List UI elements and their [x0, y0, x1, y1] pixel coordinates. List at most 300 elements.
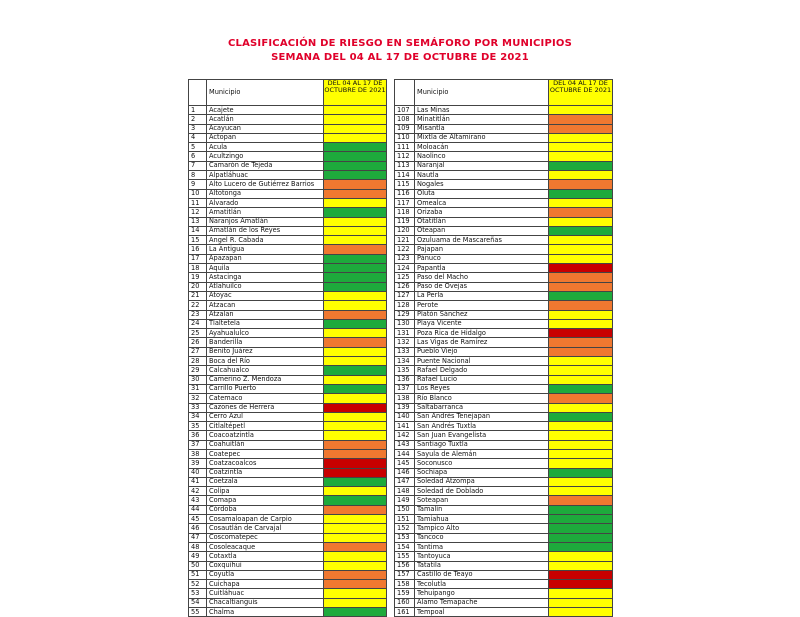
table-row	[189, 580, 387, 589]
semaforo-cell-amarillo	[324, 412, 387, 421]
table-row	[189, 310, 387, 319]
municipio-name: San Andrés Tuxtla	[415, 422, 549, 431]
semaforo-cell-naranja	[324, 449, 387, 458]
semaforo-cell-amarillo	[549, 310, 613, 319]
row-number: 123	[395, 254, 415, 263]
table-row	[189, 403, 387, 412]
municipio-name: Soledad de Doblado	[415, 487, 549, 496]
municipio-name: Pajapan	[415, 245, 549, 254]
semaforo-cell-verde	[549, 161, 613, 170]
municipio-name: Soledad Atzompa	[415, 477, 549, 486]
row-number: 49	[189, 552, 207, 561]
row-number: 10	[189, 189, 207, 198]
municipio-name: Soconusco	[415, 459, 549, 468]
table-row	[395, 533, 613, 542]
municipio-name: Las Minas	[415, 106, 549, 115]
row-number: 140	[395, 412, 415, 421]
header-municipio: Municipio	[415, 80, 549, 106]
municipio-name: Calcahualco	[207, 366, 324, 375]
row-number: 9	[189, 180, 207, 189]
table-row	[395, 449, 613, 458]
table-row	[395, 236, 613, 245]
semaforo-cell-verde	[324, 366, 387, 375]
table-row	[189, 180, 387, 189]
semaforo-cell-amarillo	[549, 236, 613, 245]
table-row	[395, 570, 613, 579]
row-number: 2	[189, 115, 207, 124]
table-row	[189, 608, 387, 617]
row-number: 26	[189, 338, 207, 347]
table-row	[395, 143, 613, 152]
row-number: 132	[395, 338, 415, 347]
semaforo-cell-amarillo	[324, 524, 387, 533]
municipio-name: Puente Nacional	[415, 357, 549, 366]
municipio-name: Alpatláhuac	[207, 171, 324, 180]
municipio-name: Poza Rica de Hidalgo	[415, 329, 549, 338]
row-number: 153	[395, 533, 415, 542]
row-number: 122	[395, 245, 415, 254]
table-row	[189, 245, 387, 254]
row-number: 142	[395, 431, 415, 440]
row-number: 28	[189, 357, 207, 366]
semaforo-cell-amarillo	[324, 552, 387, 561]
document-title: CLASIFICACIÓN DE RIESGO EN SEMÁFORO POR MUNICIPIOS	[227, 38, 573, 49]
table-row	[189, 515, 387, 524]
semaforo-cell-amarillo	[324, 375, 387, 384]
semaforo-cell-amarillo	[549, 459, 613, 468]
row-number: 5	[189, 143, 207, 152]
row-number: 152	[395, 524, 415, 533]
semaforo-cell-amarillo	[549, 357, 613, 366]
municipio-name: Tamalín	[415, 505, 549, 514]
table-row	[395, 403, 613, 412]
table-row	[395, 226, 613, 235]
row-number: 112	[395, 152, 415, 161]
semaforo-cell-amarillo	[324, 422, 387, 431]
row-number: 154	[395, 542, 415, 551]
municipio-name: Acultzingo	[207, 152, 324, 161]
table-row	[189, 552, 387, 561]
municipio-name: Omealca	[415, 198, 549, 207]
row-number: 114	[395, 171, 415, 180]
semaforo-cell-amarillo	[549, 133, 613, 142]
row-number: 120	[395, 226, 415, 235]
header-number-cell	[189, 80, 207, 106]
municipio-name: Tecolutla	[415, 580, 549, 589]
municipio-name: Carrillo Puerto	[207, 384, 324, 393]
table-row	[395, 412, 613, 421]
municipio-name: Sayula de Alemán	[415, 449, 549, 458]
row-number: 35	[189, 422, 207, 431]
row-number: 160	[395, 598, 415, 607]
semaforo-cell-verde	[324, 264, 387, 273]
municipio-name: Perote	[415, 301, 549, 310]
semaforo-cell-amarillo	[324, 394, 387, 403]
row-number: 124	[395, 264, 415, 273]
row-number: 158	[395, 580, 415, 589]
row-number: 125	[395, 273, 415, 282]
table-row	[395, 329, 613, 338]
semaforo-cell-verde	[549, 505, 613, 514]
semaforo-cell-naranja	[549, 394, 613, 403]
semaforo-cell-amarillo	[324, 533, 387, 542]
semaforo-cell-naranja	[549, 282, 613, 291]
table-row	[189, 282, 387, 291]
row-number: 148	[395, 487, 415, 496]
table-row	[189, 319, 387, 328]
municipio-name: Santiago Tuxtla	[415, 440, 549, 449]
semaforo-cell-verde	[324, 384, 387, 393]
table-row	[395, 552, 613, 561]
semaforo-cell-verde	[324, 319, 387, 328]
table-row	[395, 189, 613, 198]
row-number: 12	[189, 208, 207, 217]
municipio-name: Cerro Azul	[207, 412, 324, 421]
table-row	[189, 477, 387, 486]
semaforo-cell-amarillo	[549, 561, 613, 570]
row-number: 40	[189, 468, 207, 477]
table-row	[189, 412, 387, 421]
semaforo-cell-verde	[324, 254, 387, 263]
table-row	[395, 152, 613, 161]
row-number: 130	[395, 319, 415, 328]
table-row	[395, 319, 613, 328]
semaforo-cell-verde	[324, 273, 387, 282]
row-number: 42	[189, 487, 207, 496]
semaforo-cell-verde	[324, 171, 387, 180]
municipio-name: Catemaco	[207, 394, 324, 403]
semaforo-cell-amarillo	[324, 291, 387, 300]
row-number: 139	[395, 403, 415, 412]
row-number: 7	[189, 161, 207, 170]
row-number: 31	[189, 384, 207, 393]
semaforo-cell-amarillo	[324, 357, 387, 366]
municipio-name: San Juan Evangelista	[415, 431, 549, 440]
row-number: 51	[189, 570, 207, 579]
table-row	[395, 496, 613, 505]
municipio-name: Oteapan	[415, 226, 549, 235]
table-row	[189, 198, 387, 207]
row-number: 25	[189, 329, 207, 338]
row-number: 29	[189, 366, 207, 375]
table-row	[395, 477, 613, 486]
row-number: 118	[395, 208, 415, 217]
municipio-name: Actopan	[207, 133, 324, 142]
semaforo-cell-amarillo	[549, 431, 613, 440]
row-number: 143	[395, 440, 415, 449]
table-row	[189, 236, 387, 245]
municipio-name: Banderilla	[207, 338, 324, 347]
risk-table-left	[188, 79, 387, 617]
row-number: 129	[395, 310, 415, 319]
table-row	[395, 440, 613, 449]
table-row	[395, 422, 613, 431]
municipio-name: Castillo de Teayo	[415, 570, 549, 579]
table-row	[395, 254, 613, 263]
table-row	[395, 468, 613, 477]
table-row	[189, 226, 387, 235]
table-row	[189, 217, 387, 226]
table-row	[189, 422, 387, 431]
semaforo-cell-verde	[549, 189, 613, 198]
municipio-name: Alto Lucero de Gutiérrez Barrios	[207, 180, 324, 189]
semaforo-cell-amarillo	[324, 115, 387, 124]
row-number: 47	[189, 533, 207, 542]
table-row	[189, 384, 387, 393]
table-row	[395, 124, 613, 133]
semaforo-cell-verde	[549, 468, 613, 477]
table-row	[395, 515, 613, 524]
semaforo-cell-amarillo	[549, 245, 613, 254]
table-row	[189, 273, 387, 282]
row-number: 46	[189, 524, 207, 533]
row-number: 150	[395, 505, 415, 514]
municipio-name: Rafael Lucio	[415, 375, 549, 384]
semaforo-cell-verde	[324, 143, 387, 152]
municipio-name: San Andrés Tenejapan	[415, 412, 549, 421]
semaforo-cell-amarillo	[549, 440, 613, 449]
table-row	[395, 542, 613, 551]
municipio-name: Ozuluama de Mascareñas	[415, 236, 549, 245]
semaforo-cell-verde	[549, 542, 613, 551]
row-number: 24	[189, 319, 207, 328]
table-row	[395, 161, 613, 170]
table-row	[189, 505, 387, 514]
municipio-name: Tampico Alto	[415, 524, 549, 533]
table-row	[395, 106, 613, 115]
municipio-name: Moloacán	[415, 143, 549, 152]
semaforo-cell-naranja	[324, 505, 387, 514]
semaforo-cell-verde	[324, 496, 387, 505]
table-row	[395, 301, 613, 310]
row-number: 50	[189, 561, 207, 570]
row-number: 108	[395, 115, 415, 124]
table-row	[395, 198, 613, 207]
municipio-name: Los Reyes	[415, 384, 549, 393]
table-row	[189, 440, 387, 449]
municipio-name: Oluta	[415, 189, 549, 198]
semaforo-cell-amarillo	[324, 329, 387, 338]
table-row	[395, 580, 613, 589]
semaforo-cell-naranja	[324, 189, 387, 198]
row-number: 147	[395, 477, 415, 486]
municipio-name: Atlahuilco	[207, 282, 324, 291]
table-row	[189, 152, 387, 161]
row-number: 15	[189, 236, 207, 245]
semaforo-cell-verde	[549, 291, 613, 300]
semaforo-cell-naranja	[324, 180, 387, 189]
semaforo-cell-rojo	[324, 403, 387, 412]
municipio-name: Tehuipango	[415, 589, 549, 598]
row-number: 131	[395, 329, 415, 338]
municipio-name: Alvarado	[207, 198, 324, 207]
table-row	[189, 161, 387, 170]
semaforo-cell-rojo	[549, 264, 613, 273]
table-row	[189, 431, 387, 440]
table-row	[395, 245, 613, 254]
semaforo-cell-naranja	[324, 440, 387, 449]
row-number: 14	[189, 226, 207, 235]
municipio-name: Las Vigas de Ramírez	[415, 338, 549, 347]
row-number: 133	[395, 347, 415, 356]
semaforo-cell-amarillo	[324, 217, 387, 226]
row-number: 21	[189, 291, 207, 300]
table-row	[189, 264, 387, 273]
table-row	[189, 570, 387, 579]
semaforo-cell-amarillo	[549, 449, 613, 458]
row-number: 134	[395, 357, 415, 366]
municipio-name: Coacoatzintla	[207, 431, 324, 440]
semaforo-cell-naranja	[549, 124, 613, 133]
table-row	[395, 273, 613, 282]
semaforo-cell-amarillo	[549, 375, 613, 384]
municipio-name: La Perla	[415, 291, 549, 300]
semaforo-cell-amarillo	[324, 124, 387, 133]
municipio-name: Álamo Temapache	[415, 598, 549, 607]
table-row	[189, 338, 387, 347]
row-number: 107	[395, 106, 415, 115]
table-row	[189, 143, 387, 152]
municipio-name: Coxquihui	[207, 561, 324, 570]
table-row	[189, 589, 387, 598]
semaforo-cell-amarillo	[549, 254, 613, 263]
municipio-name: Paso del Macho	[415, 273, 549, 282]
semaforo-cell-rojo	[549, 580, 613, 589]
row-number: 55	[189, 608, 207, 617]
row-number: 37	[189, 440, 207, 449]
table-row	[189, 496, 387, 505]
municipio-name: Cosoleacaque	[207, 542, 324, 551]
row-number: 34	[189, 412, 207, 421]
municipio-name: Pueblo Viejo	[415, 347, 549, 356]
table-row	[395, 608, 613, 617]
table-row	[189, 189, 387, 198]
row-number: 110	[395, 133, 415, 142]
semaforo-cell-amarillo	[549, 589, 613, 598]
row-number: 54	[189, 598, 207, 607]
document-subtitle: SEMANA DEL 04 AL 17 DE OCTUBRE DE 2021	[271, 52, 529, 63]
table-row	[395, 310, 613, 319]
table-row	[189, 208, 387, 217]
table-row	[395, 384, 613, 393]
table-row	[189, 347, 387, 356]
row-number: 19	[189, 273, 207, 282]
table-row	[395, 264, 613, 273]
semaforo-cell-amarillo	[324, 347, 387, 356]
table-row	[395, 115, 613, 124]
row-number: 44	[189, 505, 207, 514]
row-number: 33	[189, 403, 207, 412]
semaforo-cell-naranja	[549, 496, 613, 505]
municipio-name: Colipa	[207, 487, 324, 496]
municipio-name: Chalma	[207, 608, 324, 617]
semaforo-cell-amarillo	[549, 608, 613, 617]
row-number: 32	[189, 394, 207, 403]
semaforo-cell-verde	[549, 226, 613, 235]
table-row	[189, 375, 387, 384]
municipio-name: Atzalan	[207, 310, 324, 319]
municipio-name: Cotaxtla	[207, 552, 324, 561]
municipio-name: Acatlán	[207, 115, 324, 124]
semaforo-cell-rojo	[549, 329, 613, 338]
table-body-right	[395, 106, 613, 617]
municipio-name: Atoyac	[207, 291, 324, 300]
table-row	[395, 338, 613, 347]
table-row	[395, 208, 613, 217]
municipio-name: Tatatila	[415, 561, 549, 570]
semaforo-cell-amarillo	[549, 106, 613, 115]
table-header-row	[395, 80, 613, 106]
semaforo-cell-amarillo	[324, 431, 387, 440]
table-row	[395, 589, 613, 598]
municipio-name: Minatitlán	[415, 115, 549, 124]
municipio-name: La Antigua	[207, 245, 324, 254]
row-number: 30	[189, 375, 207, 384]
semaforo-cell-naranja	[324, 580, 387, 589]
municipio-name: Camarón de Tejeda	[207, 161, 324, 170]
semaforo-cell-amarillo	[549, 217, 613, 226]
semaforo-cell-amarillo	[324, 561, 387, 570]
semaforo-cell-amarillo	[324, 198, 387, 207]
municipio-name: Cosautlán de Carvajal	[207, 524, 324, 533]
semaforo-cell-naranja	[324, 338, 387, 347]
semaforo-cell-amarillo	[324, 236, 387, 245]
semaforo-cell-amarillo	[549, 403, 613, 412]
table-row	[189, 124, 387, 133]
semaforo-cell-naranja	[549, 338, 613, 347]
municipio-name: Coatzacoalcos	[207, 459, 324, 468]
municipio-name: Coscomatepec	[207, 533, 324, 542]
semaforo-cell-verde	[324, 152, 387, 161]
municipio-name: Angel R. Cabada	[207, 236, 324, 245]
semaforo-cell-rojo	[549, 570, 613, 579]
municipio-name: Córdoba	[207, 505, 324, 514]
municipio-name: Naranjos Amatlán	[207, 217, 324, 226]
table-row	[189, 468, 387, 477]
municipio-name: Comapa	[207, 496, 324, 505]
municipio-name: Nautla	[415, 171, 549, 180]
municipio-name: Coetzala	[207, 477, 324, 486]
semaforo-cell-verde	[324, 608, 387, 617]
municipio-name: Soteapan	[415, 496, 549, 505]
semaforo-cell-naranja	[549, 115, 613, 124]
row-number: 151	[395, 515, 415, 524]
row-number: 3	[189, 124, 207, 133]
table-row	[395, 180, 613, 189]
municipio-name: Nogales	[415, 180, 549, 189]
semaforo-cell-naranja	[549, 347, 613, 356]
table-row	[395, 133, 613, 142]
municipio-name: Ayahualulco	[207, 329, 324, 338]
semaforo-cell-amarillo	[549, 319, 613, 328]
municipio-name: Platón Sánchez	[415, 310, 549, 319]
semaforo-cell-amarillo	[324, 133, 387, 142]
semaforo-cell-amarillo	[549, 366, 613, 375]
table-row	[189, 357, 387, 366]
municipio-name: Río Blanco	[415, 394, 549, 403]
municipio-name: Apazapan	[207, 254, 324, 263]
municipio-name: Naolinco	[415, 152, 549, 161]
row-number: 1	[189, 106, 207, 115]
municipio-name: Saltabarranca	[415, 403, 549, 412]
row-number: 43	[189, 496, 207, 505]
table-row	[189, 542, 387, 551]
semaforo-cell-verde	[549, 412, 613, 421]
row-number: 144	[395, 449, 415, 458]
municipio-name: Atzacan	[207, 301, 324, 310]
municipio-name: Acula	[207, 143, 324, 152]
table-row	[189, 449, 387, 458]
